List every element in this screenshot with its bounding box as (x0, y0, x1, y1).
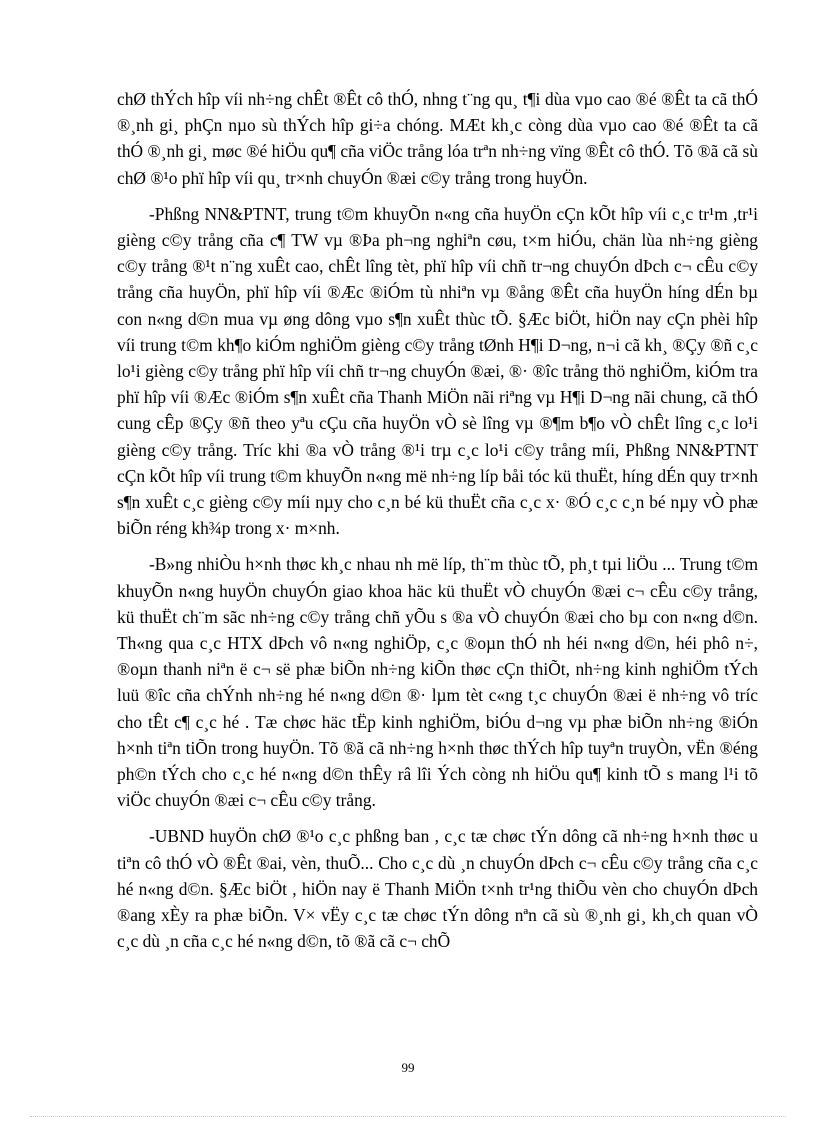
paragraph-continuation: chØ thÝch hîp víi nh÷ng chÊt ®Êt cô thÓ, nhng t¨ng qu¸ t¶i dùa vµo cao ®é ®Êt ta cã thÓ ®¸nh gi¸ phÇn nµo sù thÝch hîp gi÷a chóng. MÆt kh¸c còng dùa vµo cao ®é ®Êt ta cã thÓ ®¸nh gi¸ møc ®é hiÖu qu¶ cña viÖc trång lóa trªn nh÷ng vïng ®Êt cô thÓ. Tõ ®ã cã sù chØ ®¹o phï hîp víi qu¸ tr×nh chuyÓn ®æi c©y trång trong huyÖn. (117, 89, 758, 188)
paragraph-agriculture-office: -Phßng NN&PTNT, trung t©m khuyÕn n«ng cña huyÖn cÇn kÕt hîp víi c¸c tr¹m ,tr¹i gièng c©y trång cña c¶ TW vµ ®Þa ph¬ng nghiªn cøu, t×m hiÓu, chän lùa nh÷ng gièng c©y trång ®¹t n¨ng xuÊt cao, chÊt lîng tèt, phï hîp víi chñ tr¬ng chuyÓn dÞch c¬ cÊu c©y trång cña huyÖn, phï hîp víi ®Æc ®iÓm tù nhiªn vµ ®ång ®Êt cña huyÖn híng dÉn bµ con n«ng d©n mua vµ øng dông vµo s¶n xuÊt thùc tÕ. §Æc biÖt, hiÖn nay cÇn phèi hîp víi trung t©m kh¶o kiÓm nghiÖm gièng c©y trång tØnh H¶i D¬ng, n¬i cã kh¸ ®Çy ®ñ c¸c lo¹i gièng c©y trång phï hîp víi chñ tr¬ng chuyÓn ®æi, ®· ®îc trång thö nghiÖm, kiÓm tra phï hîp víi ®Æc ®iÓm s¶n xuÊt cña Thanh MiÖn nãi riªng vµ H¶i D¬ng nãi chung, cã thÓ cung cÊp ®Çy ®ñ theo yªu cÇu cña huyÖn vÒ sè lîng vµ ®¶m b¶o vÒ chÊt lîng c¸c lo¹i gièng c©y trång. Tríc khi ®a vÒ trång ®¹i trµ c¸c lo¹i c©y trång míi, Phßng NN&PTNT cÇn kÕt hîp víi trung t©m khuyÕn n«ng më nh÷ng líp båi tóc kü thuËt, híng dÉn quy tr×nh s¶n xuÊt c¸c gièng c©y míi nµy cho c¸n bé kü thuËt cña c¸c x· ®Ó c¸c c¸n bé nµy vÒ phæ biÕn réng kh¾p trong x· m×nh. (117, 203, 758, 539)
page-bottom-divider (30, 1116, 786, 1117)
paragraph-extension-center: -B»ng nhiÒu h×nh thøc kh¸c nhau nh më líp, th¨m thùc tÕ, ph¸t tµi liÖu ... Trung t©m khuyÕn n«ng huyÖn chuyÓn giao khoa häc kü thuËt vÒ chuyÓn ®æi c¬ cÊu c©y trång, kü thuËt ch¨m sãc nh÷ng c©y trång chñ yÕu s ®a vÒ chuyÓn ®æi cho bµ con n«ng d©n. Th«ng qua c¸c HTX dÞch vô n«ng nghiÖp, c¸c ®oµn thÓ nh héi n«ng d©n, héi phô n÷, ®oµn thanh niªn ë c¬ së phæ biÕn nh÷ng kiÕn thøc cÇn thiÕt, nh÷ng kinh nghiÖm tÝch luü ®îc cña chÝnh nh÷ng hé n«ng d©n ®· lµm tèt c«ng t¸c chuyÓn ®æi ë nh÷ng vô tríc cho tÊt c¶ c¸c hé . Tæ chøc häc tËp kinh nghiÖm, biÓu d¬ng vµ phæ biÕn nh÷ng ®iÓn h×nh tiªn tiÕn trong huyÖn. Tõ ®ã cã nh÷ng h×nh thøc thÝch hîp tuyªn truyÒn, vËn ®éng ph©n tÝch cho c¸c hé n«ng d©n thÊy râ lîi Ých còng nh hiÖu qu¶ kinh tÕ s mang l¹i tõ viÖc chuyÓn ®æi c¬ cÊu c©y trång. (117, 554, 758, 811)
page-number: 99 (401, 1060, 415, 1075)
body-text (117, 86, 758, 965)
paragraph-district-committee: -UBND huyÖn chØ ®¹o c¸c phßng ban , c¸c tæ chøc tÝn dông cã nh÷ng h×nh thøc u tiªn cô thÓ vÒ ®Êt ®ai, vèn, thuÕ... Cho c¸c dù ¸n chuyÓn dÞch c¬ cÊu c©y trång cña c¸c hé n«ng d©n. §Æc biÖt , hiÖn nay ë Thanh MiÖn t×nh tr¹ng thiÕu vèn cho chuyÓn dÞch ®ang xÈy ra phæ biÕn. V× vËy c¸c tæ chøc tÝn dông nªn cã sù ®¸nh gi¸ kh¸ch quan vÒ c¸c dù ¸n cña c¸c hé n«ng d©n, tõ ®ã cã c¬ chÕ (117, 826, 758, 952)
